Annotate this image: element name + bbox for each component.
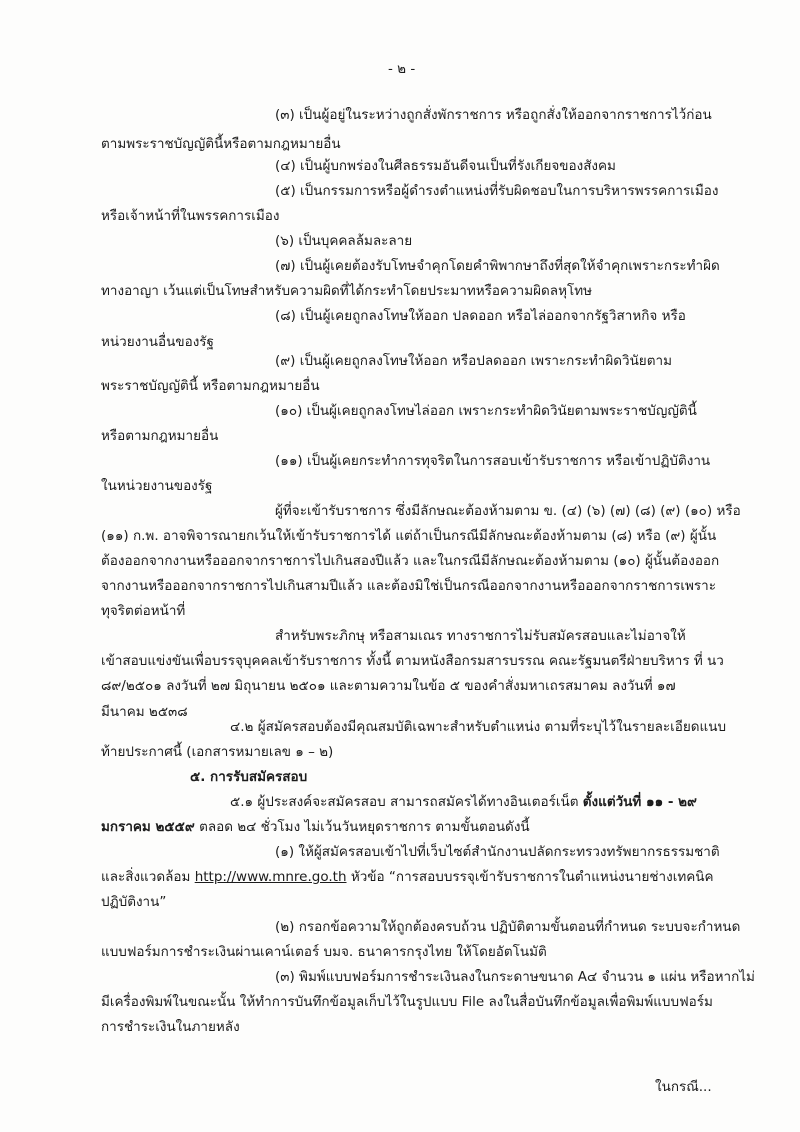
item-3-line-2: ตามพระราชบัญญัตินี้หรือตามกฎหมายอื่น	[101, 136, 341, 152]
item-7-line-1: (๗) เป็นผู้เคยต้องรับโทษจำคุกโดยคำพิพากษาถึงที่สุดให้จำคุกเพราะกระทำผิด	[275, 258, 720, 274]
item-9-line-2: พระราชบัญญัตินี้ หรือตามกฎหมายอื่น	[101, 378, 320, 394]
continuation-footer: ในกรณี...	[655, 1079, 712, 1095]
item-5-line-1: (๕) เป็นกรรมการหรือผู้ดำรงตำแหน่งที่รับผิดชอบในการบริหารพรรคการเมือง	[275, 183, 719, 199]
application-period: ตั้งแต่วันที่ ๑๑ - ๒๙	[582, 794, 697, 810]
item-5-line-2: หรือเจ้าหน้าที่ในพรรคการเมือง	[101, 208, 280, 224]
website-link[interactable]: http://www.mnre.go.th	[194, 869, 347, 885]
step-1-line-3: ปฏิบัติงาน”	[101, 894, 167, 910]
item-11-line-2: ในหน่วยงานของรัฐ	[101, 478, 213, 494]
item-7-line-2: ทางอาญา เว้นแต่เป็นโทษสำหรับความผิดที่ได้กระทำโดยประมาทหรือความผิดลหุโทษ	[101, 283, 593, 299]
monk-paragraph-line-4: มีนาคม ๒๕๓๘	[101, 704, 188, 720]
item-10-line-1: (๑๐) เป็นผู้เคยถูกลงโทษไล่ออก เพราะกระทำผิดวินัยตามพระราชบัญญัตินี้	[275, 403, 697, 419]
step-1-line-1: (๑) ให้ผู้สมัครสอบเข้าไปที่เว็บไซต์สำนักงานปลัดกระทรวงทรัพยากรธรรมชาติ	[275, 844, 720, 860]
clause-5-1-text: ๕.๑ ผู้ประสงค์จะสมัครสอบ สามารถสมัครได้ทางอินเตอร์เน็ต	[230, 794, 579, 810]
item-10-line-2: หรือตามกฎหมายอื่น	[101, 428, 219, 444]
clause-5-1-line-1	[230, 793, 697, 811]
item-4-line: (๔) เป็นผู้บกพร่องในศีลธรรมอันดีจนเป็นที่รังเกียจของสังคม	[275, 158, 616, 174]
exemption-paragraph-line-2: (๑๑) ก.พ. อาจพิจารณายกเว้นให้เข้ารับราชการได้ แต่ถ้าเป็นกรณีมีลักษณะต้องห้ามตาม (๘) หรือ (๙) ผู้นั้น	[101, 528, 717, 544]
item-9-line-1: (๙) เป็นผู้เคยถูกลงโทษให้ออก หรือปลดออก เพราะกระทำผิดวินัยตาม	[275, 353, 672, 369]
item-11-line-1: (๑๑) เป็นผู้เคยกระทำการทุจริตในการสอบเข้ารับราชการ หรือเข้าปฏิบัติงาน	[275, 453, 711, 469]
step-3-line-1: (๓) พิมพ์แบบฟอร์มการชำระเงินลงในกระดาษขนาด A๔ จำนวน ๑ แผ่น หรือหากไม่	[275, 969, 755, 985]
monk-paragraph-line-1: สำหรับพระภิกษุ หรือสามเณร ทางราชการไม่รับสมัครสอบและไม่อาจให้	[275, 628, 686, 644]
exemption-paragraph-line-4: จากงานหรือออกจากราชการไปเกินสามปีแล้ว และต้องมิใช่เป็นกรณีออกจากงานหรือออกจากราชการเพราะ	[101, 578, 716, 594]
monk-paragraph-line-2: เข้าสอบแข่งขันเพื่อบรรจุบุคคลเข้ารับราชการ ทั้งนี้ ตามหนังสือกรมสารบรรณ คณะรัฐมนตรีฝ่ายบริหาร ที่ นว	[101, 653, 724, 669]
clause-5-1-tail: ตลอด ๒๔ ชั่วโมง ไม่เว้นวันหยุดราชการ ตามขั้นตอนดังนี้	[199, 819, 530, 835]
item-6-line: (๖) เป็นบุคคลล้มละลาย	[275, 233, 413, 249]
item-8-line-1: (๘) เป็นผู้เคยถูกลงโทษให้ออก ปลดออก หรือไล่ออกจากรัฐวิสาหกิจ หรือ	[275, 308, 686, 324]
step-1-topic: หัวข้อ “การสอบบรรจุเข้ารับราชการในตำแหน่งนายช่างเทคนิค	[350, 869, 714, 885]
section-5-heading: ๕. การรับสมัครสอบ	[190, 769, 308, 785]
exemption-paragraph-line-3: ต้องออกจากงานหรือออกจากราชการไปเกินสองปีแล้ว และในกรณีมีลักษณะต้องห้ามตาม (๑๐) ผู้นั้นต้องออก	[101, 553, 720, 569]
step-1-line-2	[101, 868, 714, 886]
item-3-line-1: (๓) เป็นผู้อยู่ในระหว่างถูกสั่งพักราชการ หรือถูกสั่งให้ออกจากราชการไว้ก่อน	[275, 107, 712, 123]
exemption-paragraph-line-5: ทุจริตต่อหน้าที่	[101, 603, 186, 619]
step-2-line-2: แบบฟอร์มการชำระเงินผ่านเคาน์เตอร์ บมจ. ธนาคารกรุงไทย ให้โดยอัตโนมัติ	[101, 944, 547, 960]
step-3-line-2: มีเครื่องพิมพ์ในขณะนั้น ให้ทำการบันทึกข้อมูลเก็บไว้ในรูปแบบ File ลงในสื่อบันทึกข้อมูลเพื่อพิมพ์แบบฟอร์ม	[101, 994, 713, 1010]
monk-paragraph-line-3: ๘๙/๒๕๐๑ ลงวันที่ ๒๗ มิถุนายน ๒๕๐๑ และตามความในข้อ ๕ ของคำสั่งมหาเถรสมาคม ลงวันที่ ๑๗	[101, 678, 676, 694]
exemption-paragraph-line-1: ผู้ที่จะเข้ารับราชการ ซึ่งมีลักษณะต้องห้ามตาม ข. (๔) (๖) (๗) (๘) (๙) (๑๐) หรือ	[275, 503, 741, 519]
step-2-line-1: (๒) กรอกข้อความให้ถูกต้องครบถ้วน ปฏิบัติตามขั้นตอนที่กำหนด ระบบจะกำหนด	[275, 919, 741, 935]
item-8-line-2: หน่วยงานอื่นของรัฐ	[101, 334, 214, 350]
application-month: มกราคม ๒๕๕๙	[101, 819, 195, 835]
step-3-line-3: การชำระเงินในภายหลัง	[101, 1019, 240, 1035]
clause-5-1-line-2	[101, 818, 530, 836]
clause-4-2-line-1: ๔.๒ ผู้สมัครสอบต้องมีคุณสมบัติเฉพาะสำหรับตำแหน่ง ตามที่ระบุไว้ในรายละเอียดแนบ	[230, 719, 727, 735]
clause-4-2-line-2: ท้ายประกาศนี้ (เอกสารหมายเลข ๑ – ๒)	[101, 744, 334, 760]
step-1-prefix: และสิ่งแวดล้อม	[101, 869, 191, 885]
page-number: - ๒ -	[388, 61, 416, 77]
